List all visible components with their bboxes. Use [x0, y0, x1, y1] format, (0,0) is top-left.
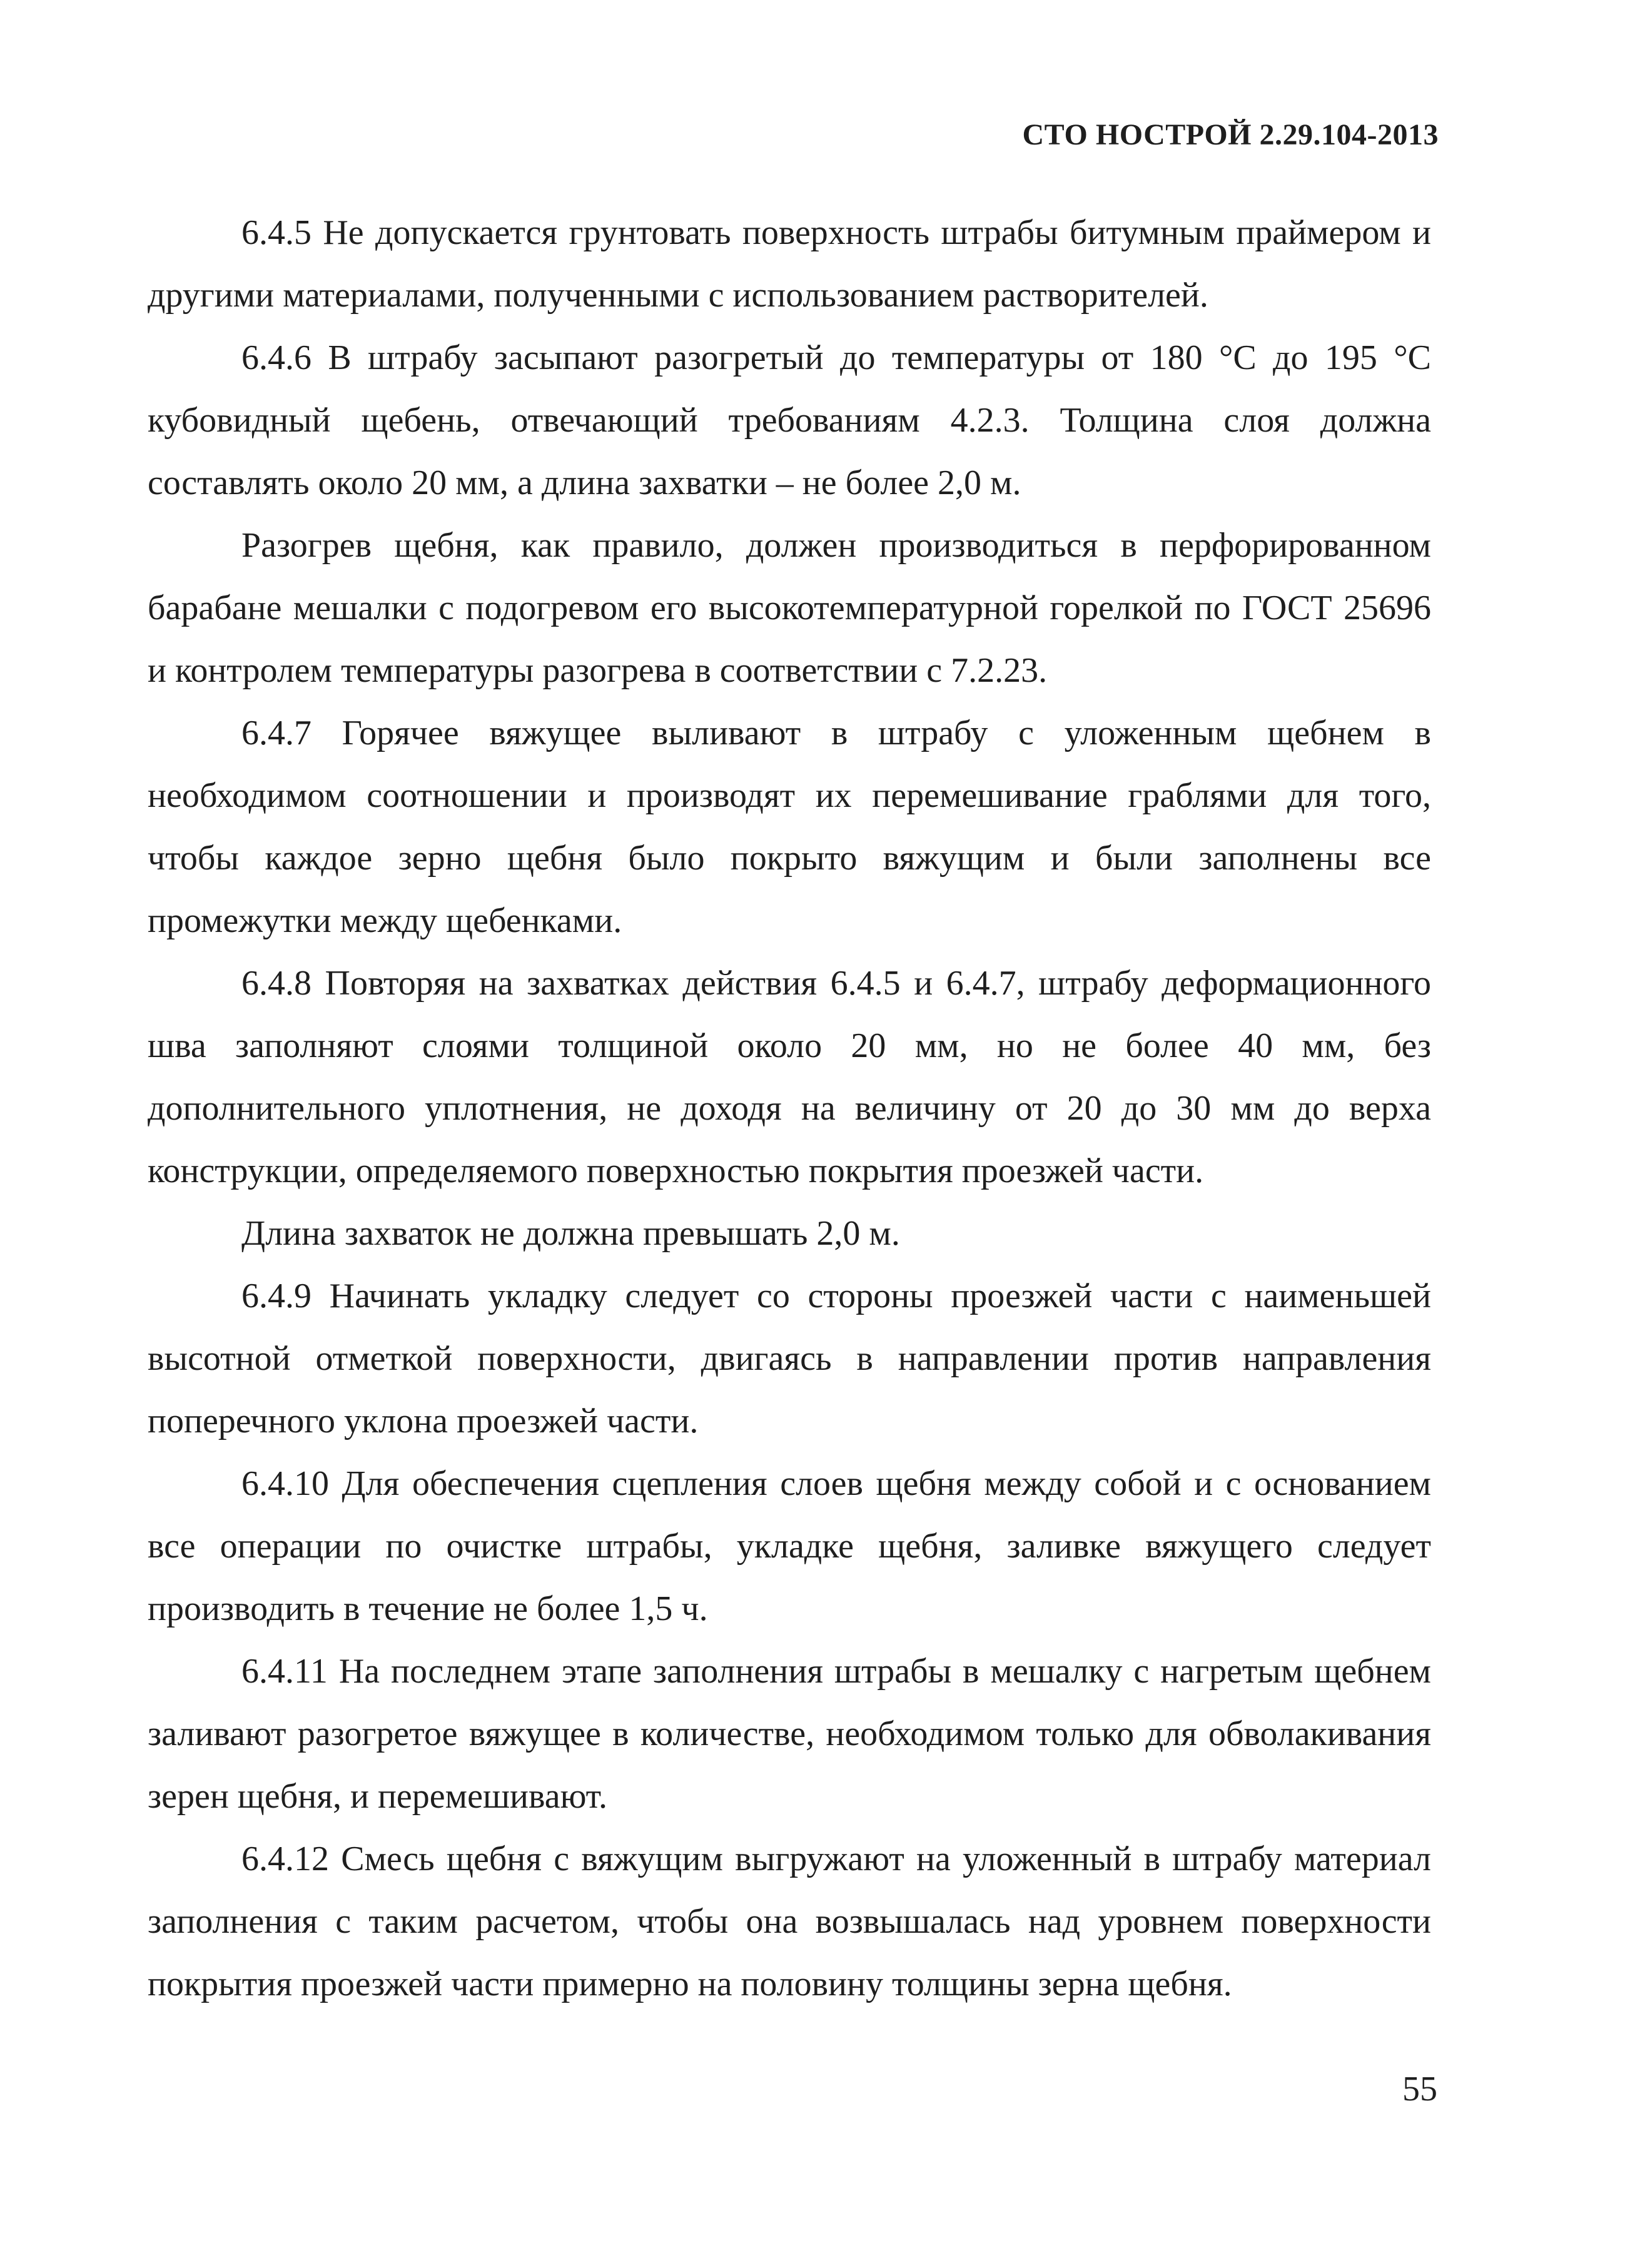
paragraph-6-4-7: 6.4.7 Горячее вяжущее выливают в штрабу с уложенным щебнем в необходимом соотношении и производят их перемешивание граблями для того, чтобы каждое зерно щебня было покрыто вяжущим и были заполнены все промежутки между щебенками. [148, 714, 1431, 940]
paragraph-heating: Разогрев щебня, как правило, должен производиться в перфорированном барабане мешалки с подогревом его высокотемпературной горелкой по ГОСТ 25696 и контролем температуры разогрева в соответствии с 7.2.23. [148, 526, 1431, 690]
paragraph-6-4-5: 6.4.5 Не допускается грунтовать поверхность штрабы битумным праймером и другими материалами, полученными с использованием растворителей. [148, 213, 1431, 315]
page-number: 55 [1402, 2070, 1437, 2109]
paragraph-6-4-6: 6.4.6 В штрабу засыпают разогретый до температуры от 180 °С до 195 °С кубовидный щебень, отвечающий требованиям 4.2.3. Толщина слоя должна составлять около 20 мм, а длина захватки – не более 2,0 м. [148, 338, 1431, 502]
paragraph-6-4-8: 6.4.8 Повторяя на захватках действия 6.4.5 и 6.4.7, штрабу деформационного шва заполняют слоями толщиной около 20 мм, но не более 40 мм, без дополнительного уплотнения, не доходя на величину от 20 до 30 мм до верха конструкции, определяемого поверхностью покрытия проезжей части. [148, 964, 1431, 1190]
paragraph-6-4-10: 6.4.10 Для обеспечения сцепления слоев щебня между собой и с основанием все операции по очистке штрабы, укладке щебня, заливке вяжущего следует производить в течение не более 1,5 ч. [148, 1464, 1431, 1628]
paragraph-section-length: Длина захваток не должна превышать 2,0 м. [241, 1214, 900, 1253]
document-code-header: СТО НОСТРОЙ 2.29.104-2013 [1022, 118, 1439, 151]
paragraph-6-4-12: 6.4.12 Смесь щебня с вяжущим выгружают на уложенный в штрабу материал заполнения с таким расчетом, чтобы она возвышалась над уровнем поверхности покрытия проезжей части примерно на половину толщины зерна щебня. [148, 1840, 1431, 2003]
body-text [148, 201, 1431, 2015]
paragraph-6-4-9: 6.4.9 Начинать укладку следует со стороны проезжей части с наименьшей высотной отметкой поверхности, двигаясь в направлении против направления поперечного уклона проезжей части. [148, 1277, 1431, 1440]
paragraph-6-4-11: 6.4.11 На последнем этапе заполнения штрабы в мешалку с нагретым щебнем заливают разогретое вяжущее в количестве, необходимом только для обволакивания зерен щебня, и перемешивают. [148, 1652, 1431, 1816]
